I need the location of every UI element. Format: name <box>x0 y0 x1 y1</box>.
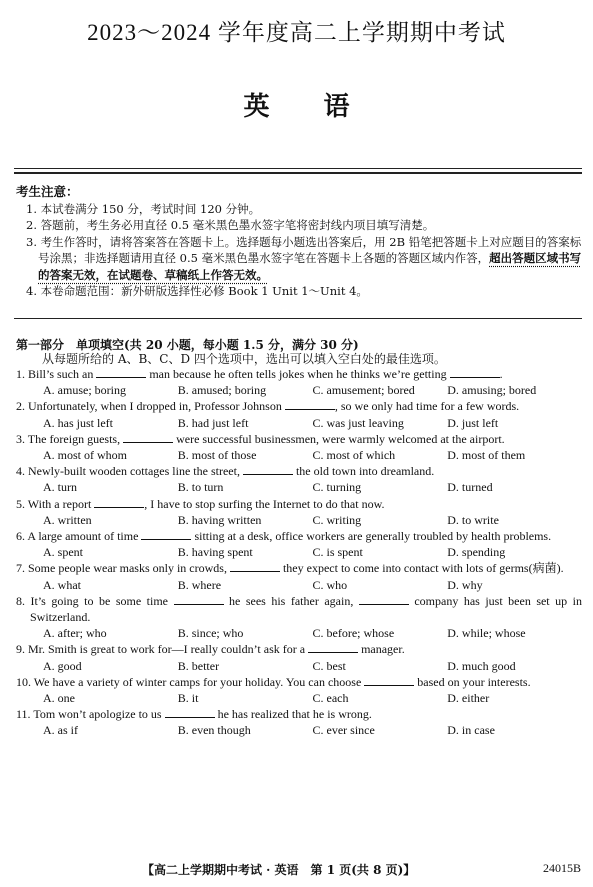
section-instruction: 从每题所给的 A、B、C、D 四个选项中，选出可以填入空白处的最佳选项。 <box>42 352 446 366</box>
question-stem <box>16 366 582 382</box>
option-c: C. best <box>312 658 346 673</box>
option-b: B. amused; boring <box>177 383 267 398</box>
question-item <box>16 398 582 430</box>
option-a: A. what <box>43 577 81 592</box>
option-d: D. why <box>447 577 483 592</box>
option-d: D. most of them <box>447 448 526 463</box>
question-list <box>16 366 582 739</box>
question-stem <box>16 528 582 544</box>
question-text: were successful businessmen, were warmly welcomed at the airport. <box>173 431 505 446</box>
notice-item: 4. 本卷命题范围：新外研版选择性必修 Book 1 Unit 1～Unit 4。 <box>26 284 368 298</box>
option-b: B. where <box>177 577 222 592</box>
option-b: B. had just left <box>177 415 249 430</box>
question-item <box>16 560 582 592</box>
answer-blank <box>308 642 358 653</box>
question-text: 9. Mr. Smith is great to work for—I really couldn’t ask for a <box>16 642 309 657</box>
option-a: A. good <box>43 658 82 673</box>
question-item <box>16 706 582 738</box>
option-row <box>16 479 582 495</box>
answer-blank <box>94 497 144 508</box>
option-a: A. as if <box>43 723 78 738</box>
question-text: 3. The foreign guests, <box>16 431 124 446</box>
divider-notice <box>14 318 582 319</box>
question-text: he has realized that he is wrong. <box>214 707 372 722</box>
answer-blank <box>450 367 500 378</box>
question-text: 4. Newly-built wooden cottages line the street, <box>16 464 243 479</box>
option-d: D. in case <box>447 723 495 738</box>
option-b: B. even though <box>177 723 251 738</box>
option-d: D. amusing; bored <box>447 383 537 398</box>
option-d: D. to write <box>447 512 499 527</box>
question-text: manager. <box>358 642 405 657</box>
question-text: the old town into dreamland. <box>292 464 435 479</box>
option-row <box>16 625 582 641</box>
question-text: 10. We have a variety of winter camps for your holiday. You can choose <box>16 674 365 689</box>
question-text: 1. Bill’s such an <box>16 367 97 381</box>
option-a: A. after; who <box>43 626 107 641</box>
option-a: A. spent <box>43 545 83 560</box>
question-text: , so we only had time for a few words. <box>334 399 520 414</box>
footer-page-info: 【高二上学期期中考试 · 英语 第 1 页(共 8 页)】 <box>142 863 416 877</box>
notice-item <box>16 234 582 284</box>
option-c: C. before; whose <box>312 626 395 641</box>
option-row <box>16 690 582 706</box>
answer-blank <box>230 561 280 572</box>
answer-blank <box>123 432 173 443</box>
option-d: D. just left <box>447 415 499 430</box>
question-stem <box>16 641 582 657</box>
question-item <box>16 463 582 495</box>
question-text: based on your interests. <box>414 674 531 689</box>
option-b: B. having written <box>177 512 262 527</box>
question-text: 8. It’s going to be some time <box>16 593 174 608</box>
question-item <box>16 674 582 706</box>
answer-blank <box>174 594 224 605</box>
question-stem <box>16 431 582 447</box>
question-text: , I have to stop surfing the Internet to do that now. <box>144 496 385 511</box>
option-d: D. spending <box>447 545 506 560</box>
option-row <box>16 577 582 593</box>
question-item <box>16 528 582 560</box>
option-c: C. is spent <box>312 545 363 560</box>
question-text: company has just been set up in Switzerland. <box>30 593 582 625</box>
option-a: A. turn <box>43 480 77 495</box>
option-b: B. it <box>177 691 199 706</box>
question-stem <box>16 560 582 576</box>
option-row <box>16 512 582 528</box>
notice-box <box>16 184 582 300</box>
divider-top-thick <box>14 172 582 174</box>
option-row <box>16 658 582 674</box>
question-item <box>16 366 582 398</box>
option-a: A. amuse; boring <box>43 383 126 398</box>
subject-title: 英语 <box>243 92 404 122</box>
option-row <box>16 415 582 431</box>
question-item <box>16 496 582 528</box>
option-c: C. who <box>312 577 348 592</box>
option-b: B. having spent <box>177 545 253 560</box>
option-a: A. has just left <box>43 415 113 430</box>
option-row <box>16 447 582 463</box>
option-d: D. either <box>447 691 490 706</box>
question-text: 5. With a report <box>16 496 95 511</box>
option-c: C. each <box>312 691 349 706</box>
option-c: C. writing <box>312 512 362 527</box>
question-item <box>16 593 582 642</box>
option-b: B. since; who <box>177 626 244 641</box>
option-d: D. much good <box>447 658 516 673</box>
question-text: . <box>499 367 503 381</box>
answer-blank <box>96 367 146 378</box>
notice-item-text: 3. 考生作答时，请将答案答在答题卡上。选择题每小题选出答案后，用 2B 铅笔把答题卡上对应题目的答案标号涂黑；非选择题请用直径 0.5 毫米黑色墨水签字笔在答题卡上各题的答题区域内作答， <box>26 234 582 265</box>
question-stem <box>16 674 582 690</box>
option-c: C. ever since <box>312 723 375 738</box>
option-a: A. most of whom <box>43 448 127 463</box>
question-text: 6. A large amount of time <box>16 529 142 544</box>
notice-heading: 考生注意： <box>16 184 79 199</box>
answer-blank <box>141 529 191 540</box>
option-row <box>16 722 582 738</box>
notice-item: 1. 本试卷满分 150 分，考试时间 120 分钟。 <box>26 201 261 216</box>
option-d: D. turned <box>447 480 493 495</box>
option-a: A. one <box>43 691 75 706</box>
question-stem <box>16 398 582 414</box>
answer-blank <box>243 464 293 475</box>
answer-blank <box>285 399 335 410</box>
question-stem <box>16 496 582 512</box>
answer-blank <box>359 594 409 605</box>
question-item <box>16 641 582 673</box>
option-d: D. while; whose <box>447 626 526 641</box>
question-text: he sees his father again, <box>223 593 359 608</box>
option-c: C. most of which <box>312 448 396 463</box>
option-c: C. amusement; bored <box>312 383 415 398</box>
section-title: 第一部分 单项填空(共 20 小题，每小题 1.5 分，满分 30 分) <box>16 338 359 352</box>
question-item <box>16 431 582 463</box>
option-row <box>16 544 582 560</box>
question-text: 11. Tom won’t apologize to us <box>16 707 165 722</box>
question-text: man because he often tells jokes when he thinks we’re getting <box>146 367 450 381</box>
option-b: B. most of those <box>177 448 257 463</box>
question-text: sitting at a desk, office workers are generally troubled by health problems. <box>191 529 552 544</box>
question-stem <box>16 706 582 722</box>
option-c: C. turning <box>312 480 362 495</box>
option-b: B. to turn <box>177 480 224 495</box>
notice-emphasis: 超出答题区域书写的答案无效，在试题卷、草稿纸上作答无效。 <box>38 251 582 282</box>
question-stem <box>16 593 582 625</box>
footer-code: 24015B <box>542 861 581 875</box>
question-text: they expect to come into contact with lots of germs(病菌). <box>279 561 564 576</box>
question-text: 2. Unfortunately, when I dropped in, Professor Johnson <box>16 399 285 414</box>
question-stem <box>16 463 582 479</box>
notice-item: 2. 答题前，考生务必用直径 0.5 毫米黑色墨水签字笔将密封线内项目填写清楚。 <box>26 218 435 232</box>
option-b: B. better <box>177 658 220 673</box>
divider-top <box>14 168 582 169</box>
question-text: 7. Some people wear masks only in crowds, <box>16 561 230 576</box>
option-a: A. written <box>43 512 92 527</box>
option-c: C. was just leaving <box>312 415 404 430</box>
answer-blank <box>165 707 215 718</box>
exam-title: 2023～2024 学年度高二上学期期中考试 <box>87 20 506 45</box>
option-row <box>16 382 582 398</box>
answer-blank <box>364 675 414 686</box>
